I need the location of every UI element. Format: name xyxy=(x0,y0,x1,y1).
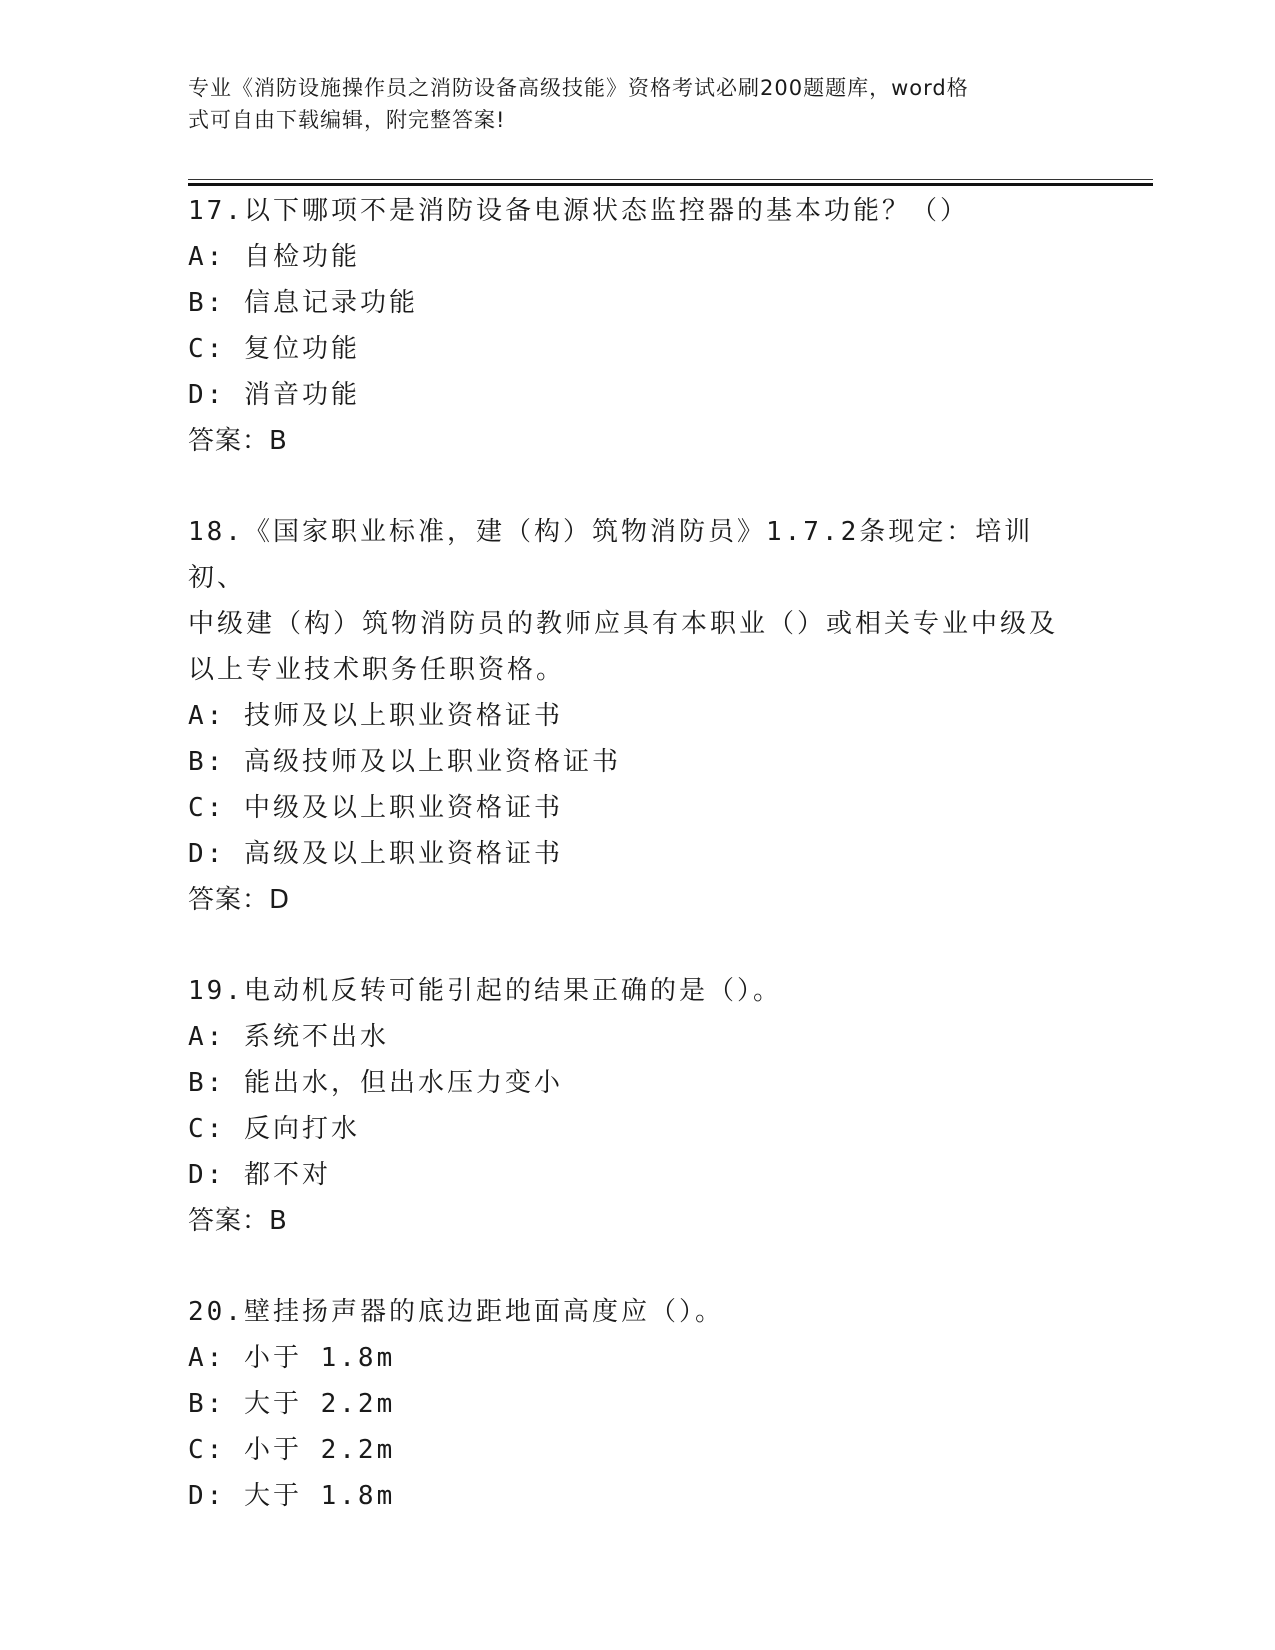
option-d: D: 高级及以上职业资格证书 xyxy=(188,839,563,869)
option-c: C: 复位功能 xyxy=(188,334,360,364)
option-b: B: 大于 2.2m xyxy=(188,1389,396,1419)
question-stem-line-1: 18.《国家职业标准，建（构）筑物消防员》1.7.2条现定：培训初、 xyxy=(188,517,1034,593)
question-stem-line-2: 中级建（构）筑物消防员的教师应具有本职业（）或相关专业中级及 xyxy=(188,609,1059,639)
option-b: B: 信息记录功能 xyxy=(188,288,418,318)
option-d: D: 都不对 xyxy=(188,1160,331,1190)
option-c: C: 中级及以上职业资格证书 xyxy=(188,793,563,823)
header-divider-thin xyxy=(188,179,1153,180)
header-divider-thick xyxy=(188,183,1153,186)
option-a: A: 自检功能 xyxy=(188,242,360,272)
question-17 xyxy=(188,188,1088,464)
option-a: A: 小于 1.8m xyxy=(188,1343,396,1373)
question-stem-line-3: 以上专业技术职务任职资格。 xyxy=(188,655,566,685)
question-list xyxy=(188,188,1088,1564)
header-line-1: 专业《消防设施操作员之消防设备高级技能》资格考试必刷200题题库，word格 xyxy=(188,76,969,100)
question-19 xyxy=(188,968,1088,1244)
question-18 xyxy=(188,509,1088,923)
answer: 答案：B xyxy=(188,426,288,456)
option-c: C: 反向打水 xyxy=(188,1114,360,1144)
option-c: C: 小于 2.2m xyxy=(188,1435,396,1465)
header-line-2: 式可自由下载编辑，附完整答案! xyxy=(188,108,506,132)
answer: 答案：B xyxy=(188,1206,288,1236)
option-d: D: 消音功能 xyxy=(188,380,360,410)
question-stem: 19.电动机反转可能引起的结果正确的是（）。 xyxy=(188,976,782,1006)
question-20 xyxy=(188,1289,1088,1519)
option-a: A: 技师及以上职业资格证书 xyxy=(188,701,563,731)
question-stem: 17.以下哪项不是消防设备电源状态监控器的基本功能？（） xyxy=(188,196,969,226)
option-d: D: 大于 1.8m xyxy=(188,1481,396,1511)
option-b: B: 高级技师及以上职业资格证书 xyxy=(188,747,621,777)
option-a: A: 系统不出水 xyxy=(188,1022,389,1052)
answer: 答案：D xyxy=(188,885,291,915)
document-header xyxy=(188,72,1068,136)
option-b: B: 能出水，但出水压力变小 xyxy=(188,1068,563,1098)
question-stem: 20.壁挂扬声器的底边距地面高度应（）。 xyxy=(188,1297,724,1327)
